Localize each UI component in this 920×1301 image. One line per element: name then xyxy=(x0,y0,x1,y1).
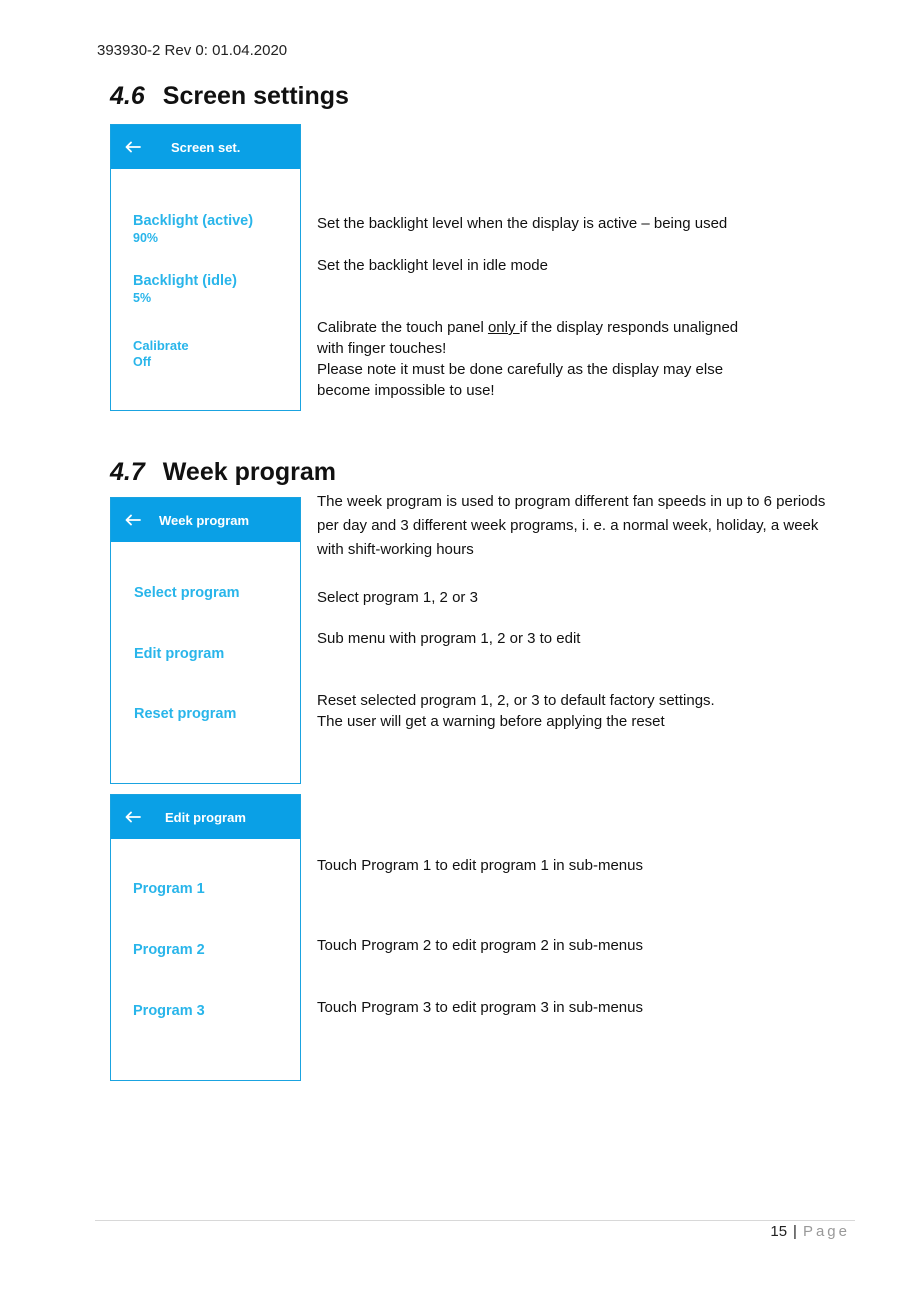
menu-label: Select program xyxy=(134,585,240,601)
setting-label: Backlight (idle) xyxy=(133,273,237,289)
edit-program-panel xyxy=(110,794,301,1081)
section-number: 4.7 xyxy=(110,458,145,486)
back-arrow-icon[interactable] xyxy=(125,811,141,823)
panel-title: Edit program xyxy=(165,809,246,825)
section-title: Screen settings xyxy=(162,82,349,110)
menu-label: Reset program xyxy=(134,706,237,722)
page-word: Page xyxy=(802,1223,850,1240)
desc-reset-line2: The user will get a warning before applying the reset xyxy=(317,713,665,730)
edit-program-item[interactable] xyxy=(134,646,224,662)
text-fragment: Calibrate the touch panel xyxy=(317,319,488,336)
page-separator: | xyxy=(793,1223,797,1240)
back-arrow-icon[interactable] xyxy=(125,514,141,526)
desc-calibrate xyxy=(317,317,738,401)
desc-backlight-idle: Set the backlight level in idle mode xyxy=(317,257,548,274)
setting-value: 5% xyxy=(133,291,152,305)
panel-header xyxy=(111,795,300,839)
screen-settings-panel xyxy=(110,124,301,411)
desc-reset-line1: Reset selected program 1, 2, or 3 to default factory settings. xyxy=(317,692,715,709)
page-number-value: 15 xyxy=(770,1223,788,1240)
desc-edit-program: Sub menu with program 1, 2 or 3 to edit xyxy=(317,630,581,647)
menu-label: Program 3 xyxy=(133,1003,205,1019)
desc-calibrate-line3: Please note it must be done carefully as the display may else xyxy=(317,361,724,378)
intro-line2: per day and 3 different week programs, i. e. a normal week, holiday, a week xyxy=(317,517,819,534)
emphasis-only: only xyxy=(487,319,520,336)
section-number: 4.6 xyxy=(110,82,145,110)
panel-title: Screen set. xyxy=(171,139,241,155)
week-program-intro xyxy=(317,490,825,562)
calibrate-setting[interactable] xyxy=(133,338,189,369)
intro-line1: The week program is used to program different fan speeds in up to 6 periods xyxy=(317,493,826,510)
footer-divider xyxy=(95,1220,855,1221)
text-fragment: if the display responds unaligned xyxy=(519,319,739,336)
desc-reset-program xyxy=(317,690,715,732)
desc-program-3: Touch Program 3 to edit program 3 in sub-menus xyxy=(317,999,643,1016)
back-arrow-icon[interactable] xyxy=(125,141,141,153)
section-title: Week program xyxy=(162,458,336,486)
week-program-panel xyxy=(110,497,301,784)
desc-program-2: Touch Program 2 to edit program 2 in sub-menus xyxy=(317,937,643,954)
setting-value: 90% xyxy=(133,231,159,245)
page-number xyxy=(770,1223,850,1240)
panel-header xyxy=(111,125,300,169)
desc-calibrate-line1 xyxy=(317,317,738,338)
document-id: 393930-2 Rev 0: 01.04.2020 xyxy=(97,42,288,59)
setting-label: Backlight (active) xyxy=(133,213,254,229)
reset-program-item[interactable] xyxy=(134,706,236,722)
backlight-idle-setting[interactable] xyxy=(133,273,237,305)
menu-label: Program 1 xyxy=(133,881,205,897)
program-2-item[interactable] xyxy=(133,942,205,958)
panel-header xyxy=(111,498,300,542)
desc-calibrate-line2: with finger touches! xyxy=(317,340,447,357)
desc-program-1: Touch Program 1 to edit program 1 in sub-menus xyxy=(317,857,643,874)
setting-label: Calibrate xyxy=(133,338,189,353)
setting-value: Off xyxy=(133,355,152,369)
panel-title: Week program xyxy=(159,512,250,528)
program-3-item[interactable] xyxy=(133,1003,205,1019)
desc-calibrate-line4: become impossible to use! xyxy=(317,382,495,399)
section-heading-screen-settings xyxy=(110,82,349,111)
program-1-item[interactable] xyxy=(133,881,205,897)
desc-select-program: Select program 1, 2 or 3 xyxy=(317,589,478,606)
select-program-item[interactable] xyxy=(134,585,240,601)
backlight-active-setting[interactable] xyxy=(133,213,253,245)
section-heading-week-program xyxy=(110,458,336,487)
menu-label: Edit program xyxy=(134,646,225,662)
desc-backlight-active: Set the backlight level when the display is active – being used xyxy=(317,215,728,232)
intro-line3: with shift-working hours xyxy=(317,541,474,558)
menu-label: Program 2 xyxy=(133,942,205,958)
